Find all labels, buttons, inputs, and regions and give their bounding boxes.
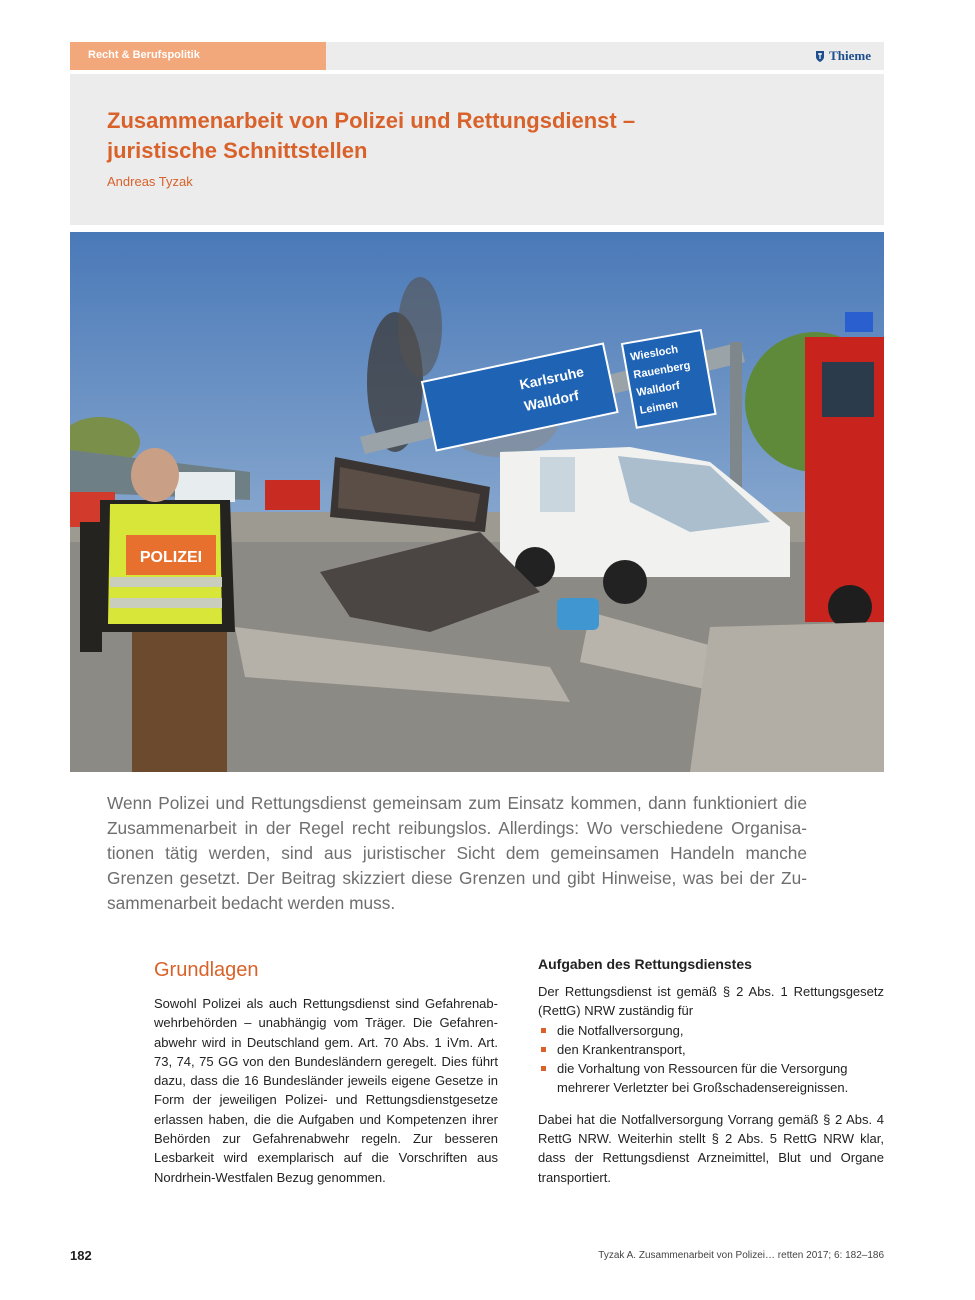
paragraph-aufgaben-2: Dabei hat die Notfallversorgung Vorrang gemäß § 2 Abs. 4 RettG NRW. Weiterhin stellt § 2 Abs. 5 RettG NRW klar, dass der Rettungsdienst Arzneimittel, Blut und Organe transportiert. xyxy=(538,1111,884,1185)
sign-karlsruhe: Karlsruhe xyxy=(518,363,586,393)
bullet-square-icon xyxy=(541,1066,546,1071)
title-line-1: Zusammenarbeit von Polizei und Rettungsdienst – xyxy=(107,108,636,133)
sign-walldorf-2: Walldorf xyxy=(635,379,681,400)
citation: Tyzak A. Zusammenarbeit von Polizei… retten 2017; 6: 182–186 xyxy=(598,1250,884,1261)
publisher-logo xyxy=(815,46,871,66)
vest-label: POLIZEI xyxy=(139,549,203,566)
thieme-emblem-icon xyxy=(815,50,825,63)
column-left xyxy=(154,956,498,1187)
list-item: die Vorhaltung von Ressourcen für die Versorgung mehrerer Verletzter bei Großschadensereignissen. xyxy=(538,1059,884,1098)
section-tag: Recht & Berufspolitik xyxy=(70,42,326,70)
column-right xyxy=(538,954,884,1187)
article-title xyxy=(107,106,807,166)
sign-wiesloch: Wiesloch xyxy=(629,343,680,364)
paragraph-aufgaben-intro: Der Rettungsdienst ist gemäß § 2 Abs. 1 Rettungsgesetz (RettG) NRW zuständig für xyxy=(538,984,884,1019)
page-number: 182 xyxy=(70,1248,92,1263)
article-author: Andreas Tyzak xyxy=(107,174,193,189)
article-lead: Wenn Polizei und Rettungsdienst gemeinsam zum Einsatz kommen, dann funktioniert die Zusammenarbeit in der Regel recht reibungslos. Allerdings: Wo verschiedene Organisationen tätig werden, sind aus juristischer Sicht dem gemeinsamen Handeln manche Grenzen gesetzt. Der Beitrag skizziert diese Grenzen und gibt Hinweise, was bei der Zusammenarbeit bedacht werden muss. xyxy=(107,793,807,913)
title-line-2: juristische Schnittstellen xyxy=(107,138,368,163)
sign-rauenberg: Rauenberg xyxy=(632,359,692,382)
publisher-name: Thieme xyxy=(829,48,871,63)
list-item: die Notfallversorgung, xyxy=(538,1021,884,1040)
task-list xyxy=(538,1021,884,1098)
bullet-square-icon xyxy=(541,1047,546,1052)
sign-walldorf: Walldorf xyxy=(522,386,581,415)
accident-scene-illustration xyxy=(70,232,884,772)
paragraph-grundlagen: Sowohl Polizei als auch Rettungsdienst sind Gefahrenabwehrbehörden – unabhängig vom Träger. Die Gefahrenabwehr wird in Deutschland gem. Art. 70 Abs. 1 iVm. Art. 73, 74, 75 GG von den Bundesländern geregelt. Dies führt dazu, dass die 16 Bundesländer jeweils eigene Gesetze in Form der jeweiligen Polizei- und Rettungsdienstgesetze erlassen haben, die die Aufgaben und Kompetenzen ihrer Behörden zur Gefahrenabwehr regeln. Zur besseren Lesbarkeit wird exemplarisch auf die Vorschriften aus Nordrhein-Westfalen Bezug genommen. xyxy=(154,996,498,1185)
article-photo xyxy=(70,232,884,772)
bullet-square-icon xyxy=(541,1028,546,1033)
heading-aufgaben: Aufgaben des Rettungsdienstes xyxy=(538,956,752,972)
list-item: den Krankentransport, xyxy=(538,1040,884,1059)
heading-grundlagen: Grundlagen xyxy=(154,959,259,981)
sign-leimen: Leimen xyxy=(638,398,679,417)
